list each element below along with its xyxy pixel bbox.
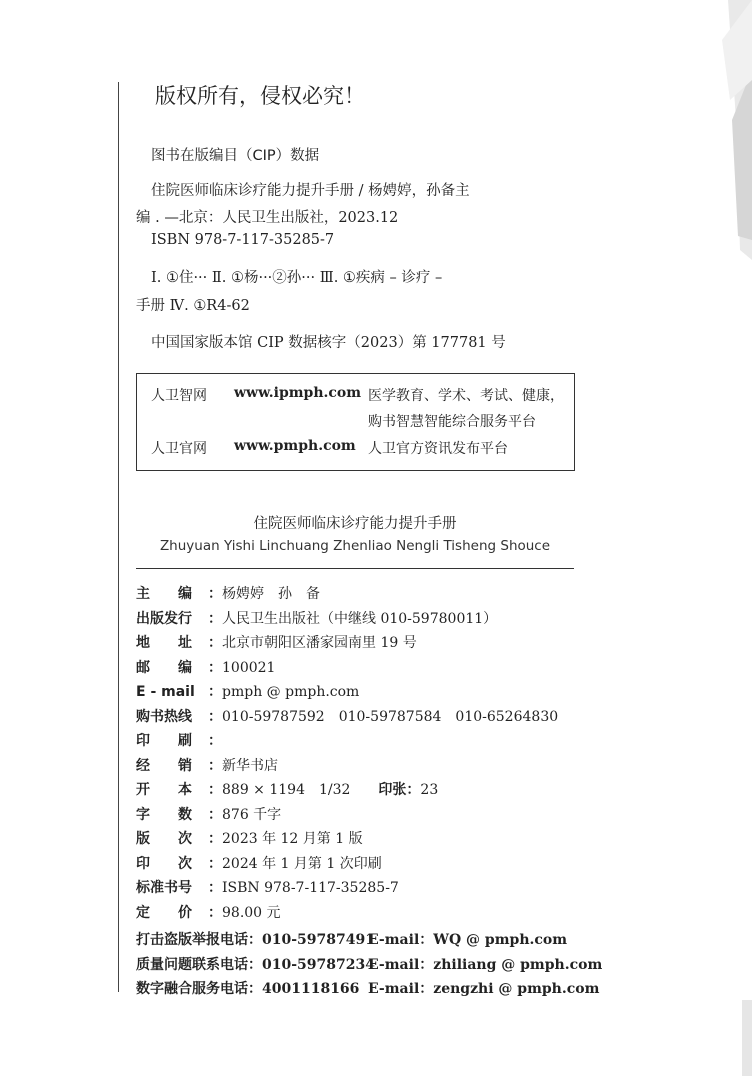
cip-line-2: 编 . —北京：人民卫生出版社，2023.12: [136, 210, 399, 226]
publication-detail-row: [136, 681, 359, 701]
detail-label: 定 价: [136, 904, 192, 921]
left-margin-rule: [118, 82, 119, 992]
detail-label: 邮 编: [136, 659, 192, 676]
contact-colon: ：: [248, 981, 262, 997]
publication-detail-row: [136, 828, 363, 848]
copyright-notice: 版权所有，侵权必究！: [155, 84, 365, 108]
detail-value: 北京市朝阳区潘家园南里 19 号: [222, 635, 417, 651]
detail-value: 2023 年 12 月第 1 版: [222, 831, 363, 847]
contact-email[interactable]: WQ @ pmph.com: [433, 932, 568, 948]
contact-email[interactable]: zhiliang @ pmph.com: [433, 956, 603, 973]
book-title-pinyin: Zhuyuan Yishi Linchuang Zhenliao Nengli Tisheng Shouce: [159, 538, 551, 554]
detail-colon: ：: [208, 635, 222, 651]
detail-value: 人民卫生出版社（中继线 010-59780011）: [222, 610, 498, 627]
detail-label: E - mail: [136, 684, 195, 700]
publication-detail-row: [136, 755, 278, 775]
detail-value: 2024 年 1 月第 1 次印刷: [222, 855, 382, 872]
detail-colon: ：: [208, 586, 222, 602]
title-divider: [136, 568, 574, 569]
detail-colon: ：: [208, 880, 222, 896]
publication-detail-row: [136, 608, 497, 628]
detail-label: 字 数: [136, 806, 192, 823]
contact-label: 打击盗版举报电话: [136, 932, 248, 948]
detail-colon: ：: [208, 831, 222, 847]
detail-label: 主 编: [136, 586, 192, 602]
detail-colon: ：: [208, 733, 222, 749]
publication-detail-row: [136, 804, 281, 824]
detail-colon: ：: [208, 757, 222, 774]
detail-label: 开 本: [136, 782, 192, 798]
detail-label: 标准书号: [136, 880, 192, 896]
contact-phone: 010-59787491: [262, 932, 375, 948]
detail-label: 出版发行: [136, 610, 192, 627]
detail-colon: ：: [406, 782, 421, 798]
contact-row: [136, 954, 602, 974]
contact-phone: 010-59787234: [262, 956, 375, 973]
publication-detail-row: [136, 779, 438, 799]
detail-label: 购书热线: [136, 708, 192, 725]
contact-email-label: E-mail: [368, 932, 420, 948]
detail-colon: ：: [208, 708, 222, 725]
detail-label: 印 刷: [136, 733, 192, 749]
publication-detail-row: [136, 902, 281, 922]
site-desc-pmph: 人卫官方资讯发布平台: [368, 441, 508, 457]
detail-value: 杨娉婷 孙 备: [222, 586, 320, 602]
detail-colon: ：: [208, 782, 222, 798]
detail-label: 地 址: [136, 635, 192, 651]
contact-colon: ：: [419, 956, 434, 973]
site-name-pmph: 人卫官网: [151, 441, 207, 457]
site-desc-ipmph-1: 医学教育、学术、考试、健康，: [368, 388, 564, 404]
site-url-ipmph[interactable]: www.ipmph.com: [234, 385, 362, 401]
detail-label: 印 次: [136, 855, 192, 872]
site-desc-ipmph-2: 购书智慧智能综合服务平台: [368, 414, 536, 430]
publication-detail-row: [136, 730, 222, 750]
contact-label: 数字融合服务电话: [136, 981, 248, 997]
detail-value: pmph @ pmph.com: [222, 684, 360, 700]
contact-phone: 4001118166: [262, 981, 360, 997]
detail-extra-value: 23: [420, 782, 439, 798]
publication-detail-row: [136, 853, 382, 873]
detail-label: 经 销: [136, 757, 192, 774]
detail-label: 版 次: [136, 831, 192, 847]
detail-extra-label: 印张: [378, 782, 407, 798]
contact-colon: ：: [419, 981, 434, 997]
detail-colon: ：: [208, 610, 222, 627]
detail-value: 新华书店: [222, 757, 278, 774]
contact-colon: ：: [248, 932, 262, 948]
detail-colon: ：: [208, 904, 222, 921]
cip-record-number: 中国国家版本馆 CIP 数据核字（2023）第 177781 号: [151, 335, 506, 351]
contact-row: [136, 929, 567, 949]
cip-classification-1: Ⅰ. ①住··· Ⅱ. ①杨···②孙··· Ⅲ. ①疾病 – 诊疗 –: [151, 270, 443, 286]
detail-value: 98.00 元: [222, 904, 281, 921]
site-url-pmph[interactable]: www.pmph.com: [234, 438, 356, 454]
publication-detail-row: [136, 632, 417, 652]
cip-classification-2: 手册 Ⅳ. ①R4-62: [136, 298, 250, 314]
cip-isbn: ISBN 978-7-117-35285-7: [151, 232, 335, 248]
publication-detail-row: [136, 877, 399, 897]
contact-email[interactable]: zengzhi @ pmph.com: [433, 981, 600, 997]
page-edge-decoration: [692, 0, 752, 1076]
contact-email-label: E-mail: [368, 956, 420, 973]
contact-colon: ：: [419, 932, 434, 948]
detail-value: 889 × 1194 1/32: [222, 782, 379, 798]
detail-colon: ：: [208, 806, 222, 823]
detail-value: 876 千字: [222, 806, 282, 823]
detail-value: 100021: [222, 659, 276, 676]
detail-colon: ：: [208, 684, 222, 700]
cip-heading: 图书在版编目（CIP）数据: [151, 148, 320, 164]
detail-value: 010-59787592 010-59787584 010-65264830: [222, 708, 559, 725]
publication-detail-row: [136, 583, 320, 603]
contact-row: [136, 978, 599, 998]
detail-colon: ：: [208, 659, 222, 676]
contact-label: 质量问题联系电话: [136, 956, 248, 973]
detail-colon: ：: [208, 855, 222, 872]
detail-value: ISBN 978-7-117-35285-7: [222, 880, 399, 896]
cip-line-1: 住院医师临床诊疗能力提升手册 / 杨娉婷，孙备主: [151, 183, 470, 199]
publication-detail-row: [136, 657, 275, 677]
publication-detail-row: [136, 706, 558, 726]
contact-colon: ：: [248, 956, 262, 973]
book-title-chinese: 住院医师临床诊疗能力提升手册: [253, 516, 457, 532]
contact-email-label: E-mail: [368, 981, 420, 997]
site-name-ipmph: 人卫智网: [151, 388, 207, 404]
